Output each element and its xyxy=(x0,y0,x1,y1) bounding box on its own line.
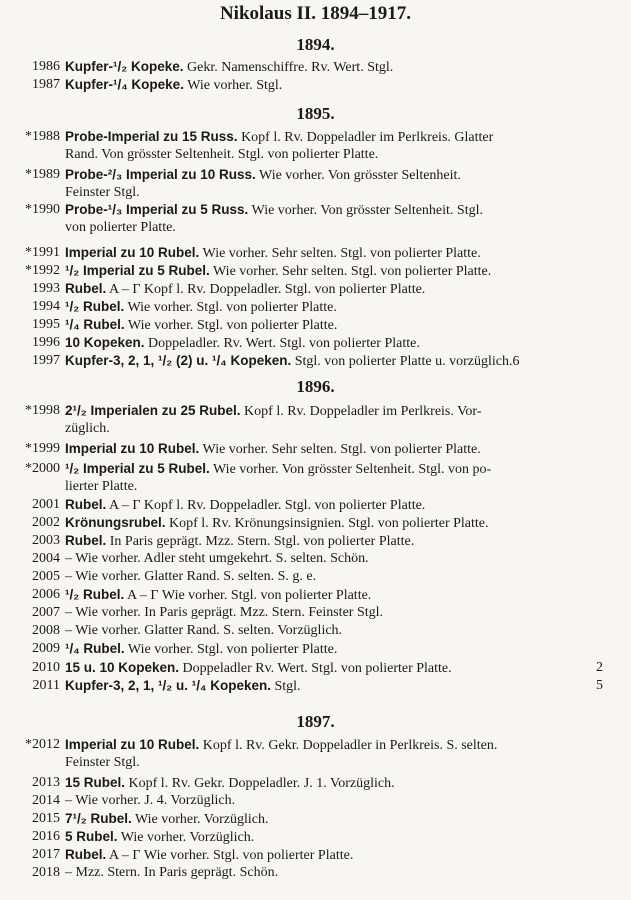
year-heading: 1897. xyxy=(296,712,335,731)
entry-number: 1995 xyxy=(32,317,60,332)
entry-details: Wie vorher. Stgl. von polierter Platte. xyxy=(124,300,337,315)
entry-number: 2009 xyxy=(32,641,60,656)
entry-description xyxy=(65,792,613,810)
entry-details: A – Г Wie vorher. Stgl. von polierter Platte. xyxy=(106,848,354,863)
entry-details: – Mzz. Stern. In Paris geprägt. Schön. xyxy=(65,865,279,880)
entry-details: Kopf l. Rv. Doppeladler im Perlkreis. Glatter xyxy=(237,130,494,145)
entry-continuation: von polierter Platte. xyxy=(65,220,176,235)
entry-number: 1996 xyxy=(32,335,60,350)
entry-description xyxy=(65,864,613,882)
entry-number: 2014 xyxy=(32,793,60,808)
entry-number: *1990 xyxy=(25,202,60,217)
entry-details: Doppeladler. Rv. Wert. Stgl. von polierter Platte. xyxy=(144,336,420,351)
entry-description xyxy=(65,604,613,622)
entry-price: 2 xyxy=(596,660,603,675)
entry-number: *1998 xyxy=(25,403,60,418)
entry-details: Kopf l. Rv. Krönungsinsignien. Stgl. von polierter Platte. xyxy=(165,516,489,531)
entry-details: A – Г Wie vorher. Stgl. von polierter Platte. xyxy=(124,588,372,603)
entry-description xyxy=(65,496,613,515)
entry-price: 5 xyxy=(596,678,603,693)
entry-description xyxy=(65,568,613,586)
entry-details: Stgl. xyxy=(270,679,301,694)
entry-continuation: Feinster Stgl. xyxy=(65,755,140,770)
entry-description xyxy=(65,532,613,551)
entry-number: 2017 xyxy=(32,847,60,862)
entry-number: 1997 xyxy=(32,353,60,368)
entry-details: Stgl. von polierter Platte u. vorzüglich.6 xyxy=(291,354,520,369)
entry-description xyxy=(65,402,613,421)
entry-number: 1987 xyxy=(32,77,60,92)
entry-title: ¹/₄ Rubel. xyxy=(65,641,125,656)
year-heading: 1895. xyxy=(296,104,335,123)
entry-details: – Wie vorher. Glatter Rand. S. selten. Vorzüglich. xyxy=(65,623,343,638)
entry-details: Wie vorher. Stgl. xyxy=(183,78,283,93)
entry-description xyxy=(65,677,613,696)
entry-title: Probe-¹/₃ Imperial zu 5 Russ. xyxy=(65,202,249,217)
entry-details: Wie vorher. Stgl. von polierter Platte. xyxy=(124,642,338,657)
entry-number: 2005 xyxy=(32,569,60,584)
entry-continuation: Feinster Stgl. xyxy=(65,185,140,200)
entry-details: Gekr. Namenschiffre. Rv. Wert. Stgl. xyxy=(183,60,394,75)
entry-number: 2001 xyxy=(32,497,60,512)
entry-details: – Wie vorher. Glatter Rand. S. selten. S. g. e. xyxy=(65,569,317,584)
entry-title: Rubel. xyxy=(65,497,107,512)
entry-number: 2003 xyxy=(32,533,60,548)
entry-details: Doppeladler Rv. Wert. Stgl. von polierter Platte. xyxy=(179,661,452,676)
entry-details: Wie vorher. Von grösster Seltenheit. Stgl. von po- xyxy=(209,462,492,477)
entry-description xyxy=(65,128,613,147)
entry-details: Kopf l. Rv. Gekr. Doppeladler in Perlkreis. S. selten. xyxy=(199,738,498,753)
entry-number: 1986 xyxy=(32,59,60,74)
entry-details: Wie vorher. Sehr selten. Stgl. von polierter Platte. xyxy=(199,442,481,457)
entry-title: Rubel. xyxy=(65,533,107,548)
entry-details: – Wie vorher. J. 4. Vorzüglich. xyxy=(65,793,236,808)
entry-description xyxy=(65,736,613,755)
entry-details: – Wie vorher. In Paris geprägt. Mzz. Stern. Feinster Stgl. xyxy=(65,605,384,620)
entry-details: Wie vorher. Vorzüglich. xyxy=(117,830,255,845)
entry-title: ¹/₂ Rubel. xyxy=(65,299,125,314)
entry-title: ¹/₂ Rubel. xyxy=(65,587,125,602)
entry-number: 2018 xyxy=(32,865,60,880)
entry-description xyxy=(65,460,613,479)
entry-description xyxy=(65,352,613,371)
entry-description xyxy=(65,586,613,605)
entry-title: Kupfer-3, 2, 1, ¹/₂ (2) u. ¹/₄ Kopeken. xyxy=(65,353,292,368)
entry-number: 2008 xyxy=(32,623,60,638)
entry-details: Wie vorher. Stgl. von polierter Platte. xyxy=(124,318,338,333)
entry-number: 2004 xyxy=(32,551,60,566)
page-title: Nikolaus II. 1894–1917. xyxy=(219,3,412,24)
entry-number: 1993 xyxy=(32,281,60,296)
entry-number: 2007 xyxy=(32,605,60,620)
entry-title: ¹/₂ Imperial zu 5 Rubel. xyxy=(65,461,210,476)
entry-title: 15 Rubel. xyxy=(65,775,126,790)
entry-details: In Paris geprägt. Mzz. Stern. Stgl. von polierter Platte. xyxy=(106,534,415,549)
entry-number: 2011 xyxy=(32,678,60,693)
entry-details: Wie vorher. Sehr selten. Stgl. von polierter Platte. xyxy=(199,246,481,261)
entry-title: Imperial zu 10 Rubel. xyxy=(65,737,200,752)
entry-number: 2006 xyxy=(32,587,60,602)
entry-title: Imperial zu 10 Rubel. xyxy=(65,245,200,260)
entry-number: 2002 xyxy=(32,515,60,530)
entry-description xyxy=(65,810,613,829)
entry-details: Kopf l. Rv. Gekr. Doppeladler. J. 1. Vorzüglich. xyxy=(125,776,395,791)
entry-description xyxy=(65,828,613,847)
entry-number: *1989 xyxy=(25,167,60,182)
entry-details: Wie vorher. Von grösster Seltenheit. Stgl. xyxy=(248,203,483,218)
entry-details: Wie vorher. Vorzüglich. xyxy=(131,812,269,827)
entry-number: 1994 xyxy=(32,299,60,314)
entry-description xyxy=(65,846,613,865)
entry-number: *2000 xyxy=(25,461,60,476)
entry-description xyxy=(65,622,613,640)
entry-details: Wie vorher. Sehr selten. Stgl. von polierter Platte. xyxy=(209,264,492,279)
entry-title: Rubel. xyxy=(65,847,107,862)
entry-title: 7¹/₂ Rubel. xyxy=(65,811,132,826)
entry-details: A – Г Kopf l. Rv. Doppeladler. Stgl. von polierter Platte. xyxy=(106,498,426,513)
entry-description xyxy=(65,640,613,659)
entry-continuation: Rand. Von grösster Seltenheit. Stgl. von polierter Platte. xyxy=(65,147,379,162)
entry-title: Probe-²/₃ Imperial zu 10 Russ. xyxy=(65,167,256,182)
entry-description xyxy=(65,440,613,459)
entry-title: Kupfer-3, 2, 1, ¹/₂ u. ¹/₄ Kopeken. xyxy=(65,678,271,693)
entry-number: 2015 xyxy=(32,811,60,826)
entry-title: 15 u. 10 Kopeken. xyxy=(65,660,180,675)
entry-description xyxy=(65,280,613,299)
entry-title: Probe-Imperial zu 15 Russ. xyxy=(65,129,238,144)
entry-details: A – Г Kopf l. Rv. Doppeladler. Stgl. von polierter Platte. xyxy=(106,282,426,297)
entry-description xyxy=(65,514,613,533)
entry-title: 2¹/₂ Imperialen zu 25 Rubel. xyxy=(65,403,241,418)
entry-title: Imperial zu 10 Rubel. xyxy=(65,441,200,456)
entry-continuation: züglich. xyxy=(65,421,110,436)
entry-title: Rubel. xyxy=(65,281,107,296)
entry-number: 2016 xyxy=(32,829,60,844)
entry-description xyxy=(65,334,613,353)
entry-description xyxy=(65,58,613,77)
entry-number: *1991 xyxy=(25,245,60,260)
year-heading: 1894. xyxy=(296,35,335,54)
entry-number: *2012 xyxy=(25,737,60,752)
entry-description xyxy=(65,76,613,95)
entry-description xyxy=(65,316,613,335)
entry-title: 5 Rubel. xyxy=(65,829,118,844)
entry-details: – Wie vorher. Adler steht umgekehrt. S. selten. Schön. xyxy=(65,551,369,566)
entry-number: 2013 xyxy=(32,775,60,790)
entry-description xyxy=(65,262,613,281)
entry-continuation: lierter Platte. xyxy=(65,479,138,494)
entry-title: ¹/₂ Imperial zu 5 Rubel. xyxy=(65,263,210,278)
entry-description xyxy=(65,659,613,678)
year-heading: 1896. xyxy=(296,377,335,396)
entry-details: Kopf l. Rv. Doppeladler im Perlkreis. Vor- xyxy=(240,404,482,419)
entry-description xyxy=(65,550,613,568)
entry-title: Kupfer-¹/₄ Kopeke. xyxy=(65,77,184,92)
entry-title: 10 Kopeken. xyxy=(65,335,145,350)
entry-details: Wie vorher. Von grösster Seltenheit. xyxy=(255,168,461,183)
entry-description xyxy=(65,201,613,220)
entry-description xyxy=(65,298,613,317)
entry-number: *1992 xyxy=(25,263,60,278)
entry-title: ¹/₄ Rubel. xyxy=(65,317,125,332)
entry-number: *1999 xyxy=(25,441,60,456)
entry-number: 2010 xyxy=(32,660,60,675)
entry-title: Krönungsrubel. xyxy=(65,515,166,530)
entry-title: Kupfer-¹/₂ Kopeke. xyxy=(65,59,184,74)
entry-number: *1988 xyxy=(25,129,60,144)
entry-description xyxy=(65,244,613,263)
entry-description xyxy=(65,774,613,793)
entry-description xyxy=(65,166,613,185)
